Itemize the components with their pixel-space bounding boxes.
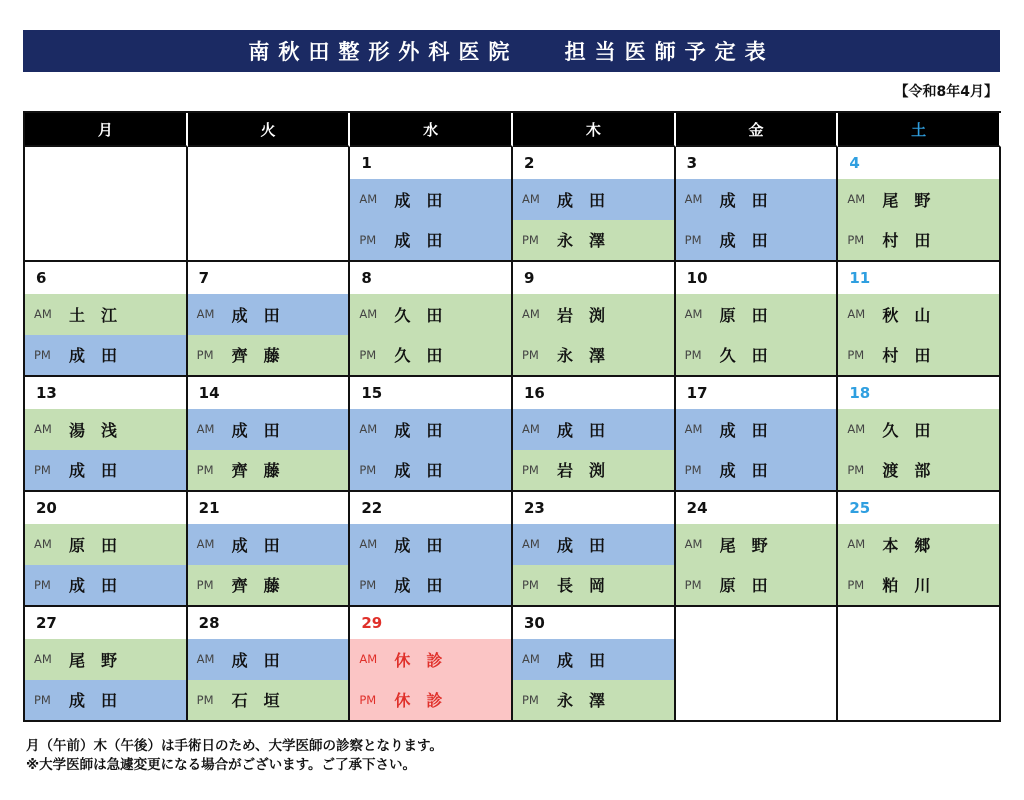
am-label: AM [522, 537, 540, 552]
am-slot [350, 639, 511, 680]
day-number: 22 [350, 492, 511, 524]
pm-label: PM [196, 347, 214, 362]
doctor-name: 成田 [719, 190, 784, 210]
am-slot [350, 409, 511, 450]
pm-slot [25, 565, 186, 606]
empty-cell [188, 147, 351, 262]
day-number: 3 [676, 147, 837, 179]
doctor-name: 土江 [69, 305, 134, 325]
pm-slot [838, 335, 999, 376]
footnotes [26, 737, 443, 775]
am-label: AM [359, 652, 378, 667]
doctor-name: 尾野 [69, 650, 134, 670]
am-slot [350, 524, 511, 565]
pm-label: PM [847, 577, 865, 592]
am-label: AM [684, 537, 703, 552]
am-label: AM [684, 307, 703, 322]
am-slot [350, 179, 511, 220]
doctor-name: 休診 [394, 691, 459, 711]
doctor-name: 本郷 [882, 535, 947, 555]
am-label: AM [359, 537, 378, 552]
am-label: AM [847, 307, 866, 322]
day-number: 6 [25, 262, 186, 294]
day-cell [676, 262, 839, 377]
day-cell [350, 607, 513, 722]
doctor-name: 成田 [557, 535, 622, 555]
doctor-name: 原田 [69, 535, 134, 555]
day-number: 1 [350, 147, 511, 179]
doctor-name: 齊藤 [231, 346, 296, 366]
am-label: AM [34, 652, 52, 667]
empty-cell [25, 147, 188, 262]
pm-slot [513, 450, 674, 491]
doctor-name: 永澤 [557, 691, 622, 711]
doctor-name: 粕川 [882, 576, 947, 596]
pm-slot [350, 450, 511, 491]
doctor-name: 休診 [394, 650, 459, 670]
day-cell [838, 147, 1001, 262]
doctor-name: 成田 [557, 650, 622, 670]
doctor-name: 成田 [69, 691, 134, 711]
am-label: AM [522, 307, 540, 322]
day-number: 13 [25, 377, 186, 409]
pm-label: PM [359, 347, 377, 362]
day-number: 30 [513, 607, 674, 639]
pm-slot [676, 450, 837, 491]
am-slot [676, 179, 837, 220]
weekday-header: 土 [838, 113, 1001, 147]
day-cell [513, 377, 676, 492]
am-label: AM [196, 307, 215, 322]
pm-slot [676, 220, 837, 261]
day-number: 28 [188, 607, 349, 639]
doctor-name: 成田 [394, 190, 459, 210]
page-title: 南秋田整形外科医院 担当医師予定表 [248, 40, 775, 64]
day-cell [513, 492, 676, 607]
day-cell [188, 492, 351, 607]
am-label: AM [522, 192, 540, 207]
day-cell [188, 607, 351, 722]
pm-label: PM [34, 347, 51, 362]
pm-label: PM [522, 232, 539, 247]
doctor-name: 永澤 [557, 346, 622, 366]
pm-label: PM [359, 692, 377, 707]
doctor-name: 久田 [394, 346, 459, 366]
doctor-name: 成田 [719, 231, 784, 251]
weekday-header: 水 [350, 113, 513, 147]
am-label: AM [359, 307, 378, 322]
doctor-name: 成田 [719, 461, 784, 481]
doctor-name: 成田 [231, 650, 296, 670]
pm-label: PM [359, 232, 377, 247]
schedule-calendar [23, 111, 1001, 722]
pm-label: PM [684, 347, 702, 362]
day-number: 27 [25, 607, 186, 639]
doctor-name: 秋山 [882, 305, 947, 325]
day-number: 15 [350, 377, 511, 409]
pm-label: PM [684, 577, 702, 592]
pm-slot [838, 220, 999, 261]
pm-label: PM [196, 577, 214, 592]
doctor-name: 成田 [394, 231, 459, 251]
pm-slot [188, 680, 349, 721]
day-cell [676, 377, 839, 492]
weekday-header: 月 [25, 113, 188, 147]
doctor-name: 久田 [882, 420, 947, 440]
empty-cell [838, 607, 1001, 722]
day-cell [25, 492, 188, 607]
weekday-header: 木 [513, 113, 676, 147]
doctor-name: 久田 [394, 305, 459, 325]
doctor-name: 尾野 [882, 190, 947, 210]
pm-slot [676, 335, 837, 376]
am-label: AM [847, 422, 866, 437]
am-label: AM [847, 537, 866, 552]
am-slot [188, 294, 349, 335]
pm-slot [350, 335, 511, 376]
pm-slot [350, 220, 511, 261]
day-cell [25, 607, 188, 722]
am-slot [188, 524, 349, 565]
am-slot [513, 524, 674, 565]
am-label: AM [522, 422, 540, 437]
day-number: 20 [25, 492, 186, 524]
doctor-name: 久田 [719, 346, 784, 366]
day-number: 29 [350, 607, 511, 639]
pm-slot [25, 680, 186, 721]
pm-label: PM [34, 577, 51, 592]
pm-label: PM [359, 577, 377, 592]
am-slot [838, 179, 999, 220]
day-cell [350, 492, 513, 607]
era-label: 【令和8年4月】 [894, 84, 998, 100]
doctor-name: 成田 [69, 461, 134, 481]
day-cell [838, 492, 1001, 607]
pm-label: PM [522, 692, 539, 707]
pm-label: PM [847, 462, 865, 477]
doctor-name: 岩渕 [557, 461, 622, 481]
doctor-name: 成田 [719, 420, 784, 440]
pm-slot [25, 450, 186, 491]
pm-slot [350, 565, 511, 606]
am-slot [676, 409, 837, 450]
doctor-name: 石垣 [231, 691, 296, 711]
am-slot [513, 639, 674, 680]
am-label: AM [34, 537, 52, 552]
pm-slot [838, 565, 999, 606]
day-cell [188, 262, 351, 377]
weekday-header: 金 [676, 113, 839, 147]
pm-label: PM [196, 462, 214, 477]
doctor-name: 成田 [394, 420, 459, 440]
am-slot [838, 409, 999, 450]
day-cell [513, 262, 676, 377]
am-label: AM [684, 422, 703, 437]
am-label: AM [359, 192, 378, 207]
day-number: 18 [838, 377, 999, 409]
doctor-name: 成田 [231, 305, 296, 325]
day-cell [838, 262, 1001, 377]
pm-label: PM [684, 232, 702, 247]
day-cell [513, 147, 676, 262]
pm-slot [513, 335, 674, 376]
doctor-name: 村田 [882, 346, 947, 366]
day-cell [188, 377, 351, 492]
pm-label: PM [34, 692, 51, 707]
am-slot [25, 294, 186, 335]
am-slot [188, 639, 349, 680]
doctor-name: 成田 [69, 346, 134, 366]
doctor-name: 成田 [394, 535, 459, 555]
am-slot [188, 409, 349, 450]
pm-label: PM [34, 462, 51, 477]
doctor-name: 尾野 [719, 535, 784, 555]
am-slot [25, 639, 186, 680]
weekday-header: 火 [188, 113, 351, 147]
am-slot [513, 409, 674, 450]
am-label: AM [34, 422, 52, 437]
pm-slot [676, 565, 837, 606]
am-label: AM [847, 192, 866, 207]
doctor-name: 渡部 [882, 461, 947, 481]
am-slot [838, 294, 999, 335]
day-number: 17 [676, 377, 837, 409]
doctor-name: 成田 [231, 420, 296, 440]
doctor-name: 湯浅 [69, 420, 134, 440]
pm-label: PM [847, 232, 865, 247]
day-number: 8 [350, 262, 511, 294]
pm-slot [513, 680, 674, 721]
pm-slot [838, 450, 999, 491]
footnote-surgery: 月（午前）木（午後）は手術日のため、大学医師の診察となります。 [26, 738, 443, 754]
day-cell [513, 607, 676, 722]
am-label: AM [359, 422, 378, 437]
day-number: 7 [188, 262, 349, 294]
day-cell [676, 147, 839, 262]
day-number: 23 [513, 492, 674, 524]
am-label: AM [196, 422, 215, 437]
doctor-name: 成田 [231, 535, 296, 555]
day-number: 24 [676, 492, 837, 524]
pm-slot [350, 680, 511, 721]
pm-slot [188, 565, 349, 606]
pm-label: PM [522, 347, 539, 362]
pm-slot [513, 565, 674, 606]
day-cell [350, 377, 513, 492]
day-number: 21 [188, 492, 349, 524]
day-cell [838, 377, 1001, 492]
am-slot [676, 524, 837, 565]
pm-label: PM [359, 462, 377, 477]
pm-label: PM [847, 347, 865, 362]
pm-slot [513, 220, 674, 261]
day-number: 16 [513, 377, 674, 409]
day-number: 2 [513, 147, 674, 179]
footnote-change: ※大学医師は急遽変更になる場合がございます。ご了承下さい。 [26, 757, 417, 773]
am-label: AM [196, 537, 215, 552]
day-number: 25 [838, 492, 999, 524]
am-slot [513, 179, 674, 220]
am-slot [838, 524, 999, 565]
am-label: AM [34, 307, 52, 322]
day-number: 14 [188, 377, 349, 409]
pm-slot [188, 450, 349, 491]
day-cell [350, 147, 513, 262]
doctor-name: 成田 [394, 576, 459, 596]
am-slot [350, 294, 511, 335]
doctor-name: 成田 [557, 420, 622, 440]
am-label: AM [684, 192, 703, 207]
day-number: 11 [838, 262, 999, 294]
doctor-name: 岩渕 [557, 305, 622, 325]
title-bar [23, 30, 1000, 72]
am-label: AM [522, 652, 540, 667]
doctor-name: 永澤 [557, 231, 622, 251]
doctor-name: 村田 [882, 231, 947, 251]
pm-slot [25, 335, 186, 376]
empty-cell [676, 607, 839, 722]
doctor-name: 原田 [719, 305, 784, 325]
pm-slot [188, 335, 349, 376]
doctor-name: 成田 [69, 576, 134, 596]
day-number: 9 [513, 262, 674, 294]
doctor-name: 齊藤 [231, 576, 296, 596]
day-number: 4 [838, 147, 999, 179]
doctor-name: 成田 [557, 190, 622, 210]
doctor-name: 齊藤 [231, 461, 296, 481]
pm-label: PM [684, 462, 702, 477]
am-slot [676, 294, 837, 335]
doctor-name: 成田 [394, 461, 459, 481]
am-label: AM [196, 652, 215, 667]
pm-label: PM [196, 692, 214, 707]
pm-label: PM [522, 577, 539, 592]
day-cell [25, 262, 188, 377]
am-slot [25, 409, 186, 450]
day-cell [350, 262, 513, 377]
pm-label: PM [522, 462, 539, 477]
am-slot [25, 524, 186, 565]
day-cell [25, 377, 188, 492]
am-slot [513, 294, 674, 335]
day-cell [676, 492, 839, 607]
doctor-name: 長岡 [557, 576, 622, 596]
doctor-name: 原田 [719, 576, 784, 596]
day-number: 10 [676, 262, 837, 294]
